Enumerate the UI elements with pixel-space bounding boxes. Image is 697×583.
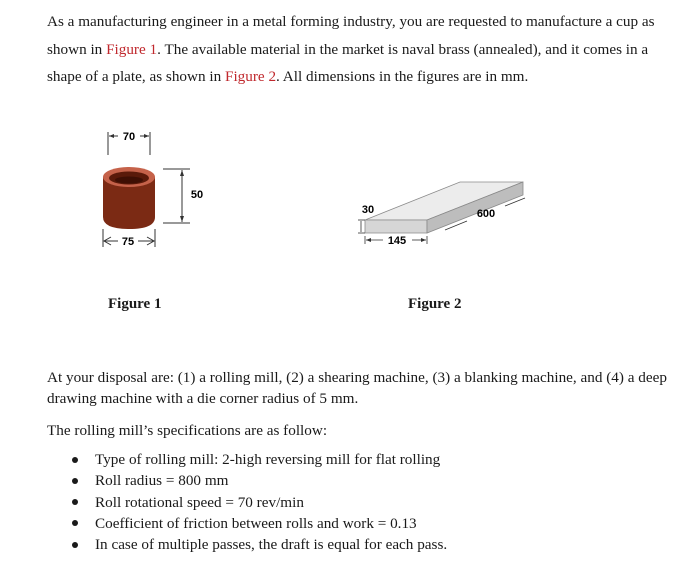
figure-1-caption: Figure 1 — [108, 296, 162, 312]
arrow-icon — [180, 216, 184, 222]
arrow-icon — [421, 238, 426, 242]
spec-text: Coefficient of friction between rolls and work = 0.13 — [95, 514, 417, 532]
bullet-icon — [72, 542, 78, 548]
spec-text: Roll rotational speed = 70 rev/min — [95, 493, 304, 511]
intro-text-1: As a manufacturing engineer in a metal forming industry, you are requested to manufacture a cup as shown in — [47, 13, 655, 58]
arrow-icon — [144, 134, 149, 138]
cup-figure — [80, 125, 220, 260]
list-item — [72, 470, 447, 491]
spec-list — [72, 449, 447, 555]
bullet-icon — [72, 520, 78, 526]
intro-text-2: . The available material in the market is naval brass (annealed), and it comes in a shape of a plate, as shown in — [47, 40, 649, 85]
figure-2-caption: Figure 2 — [408, 296, 462, 312]
spec-text: Type of rolling mill: 2-high reversing mill for flat rolling — [95, 451, 441, 468]
list-item — [72, 513, 447, 534]
arrow-icon — [180, 170, 184, 176]
cup-height-dimension: 50 — [190, 189, 204, 201]
bullet-icon — [72, 457, 78, 463]
spec-text: In case of multiple passes, the draft is equal for each pass. — [95, 536, 448, 554]
figures-area — [0, 120, 697, 320]
list-item — [72, 449, 447, 470]
arrow-icon — [366, 238, 371, 242]
rolling-heading: The rolling mill’s specifications are as follow: — [47, 422, 328, 439]
disposal-paragraph: At your disposal are: (1) a rolling mill, (2) a shearing machine, (3) a blanking machine, and (4) a deep drawing machine with a die corner radius of 5 mm. — [47, 369, 667, 407]
bullet-icon — [72, 499, 78, 505]
list-item — [72, 492, 447, 513]
figure-2-link[interactable]: Figure 2 — [225, 68, 277, 85]
plate-front-face — [365, 220, 427, 233]
plate-figure — [355, 170, 535, 255]
plate-length-dimension: 600 — [476, 208, 496, 220]
cup-top-dimension: 70 — [122, 131, 136, 143]
list-item — [72, 534, 447, 555]
bullet-icon — [72, 478, 78, 484]
plate-thickness-dimension: 30 — [361, 204, 375, 216]
cup-bottom-dimension: 75 — [121, 236, 135, 248]
arrow-icon — [109, 134, 114, 138]
intro-text-3: . All dimensions in the figures are in mm. — [276, 68, 529, 85]
figure-1-link[interactable]: Figure 1 — [106, 40, 158, 58]
intro-paragraph — [47, 8, 677, 91]
plate-width-dimension: 145 — [387, 235, 407, 247]
spec-text: Roll radius = 800 mm — [95, 472, 229, 490]
